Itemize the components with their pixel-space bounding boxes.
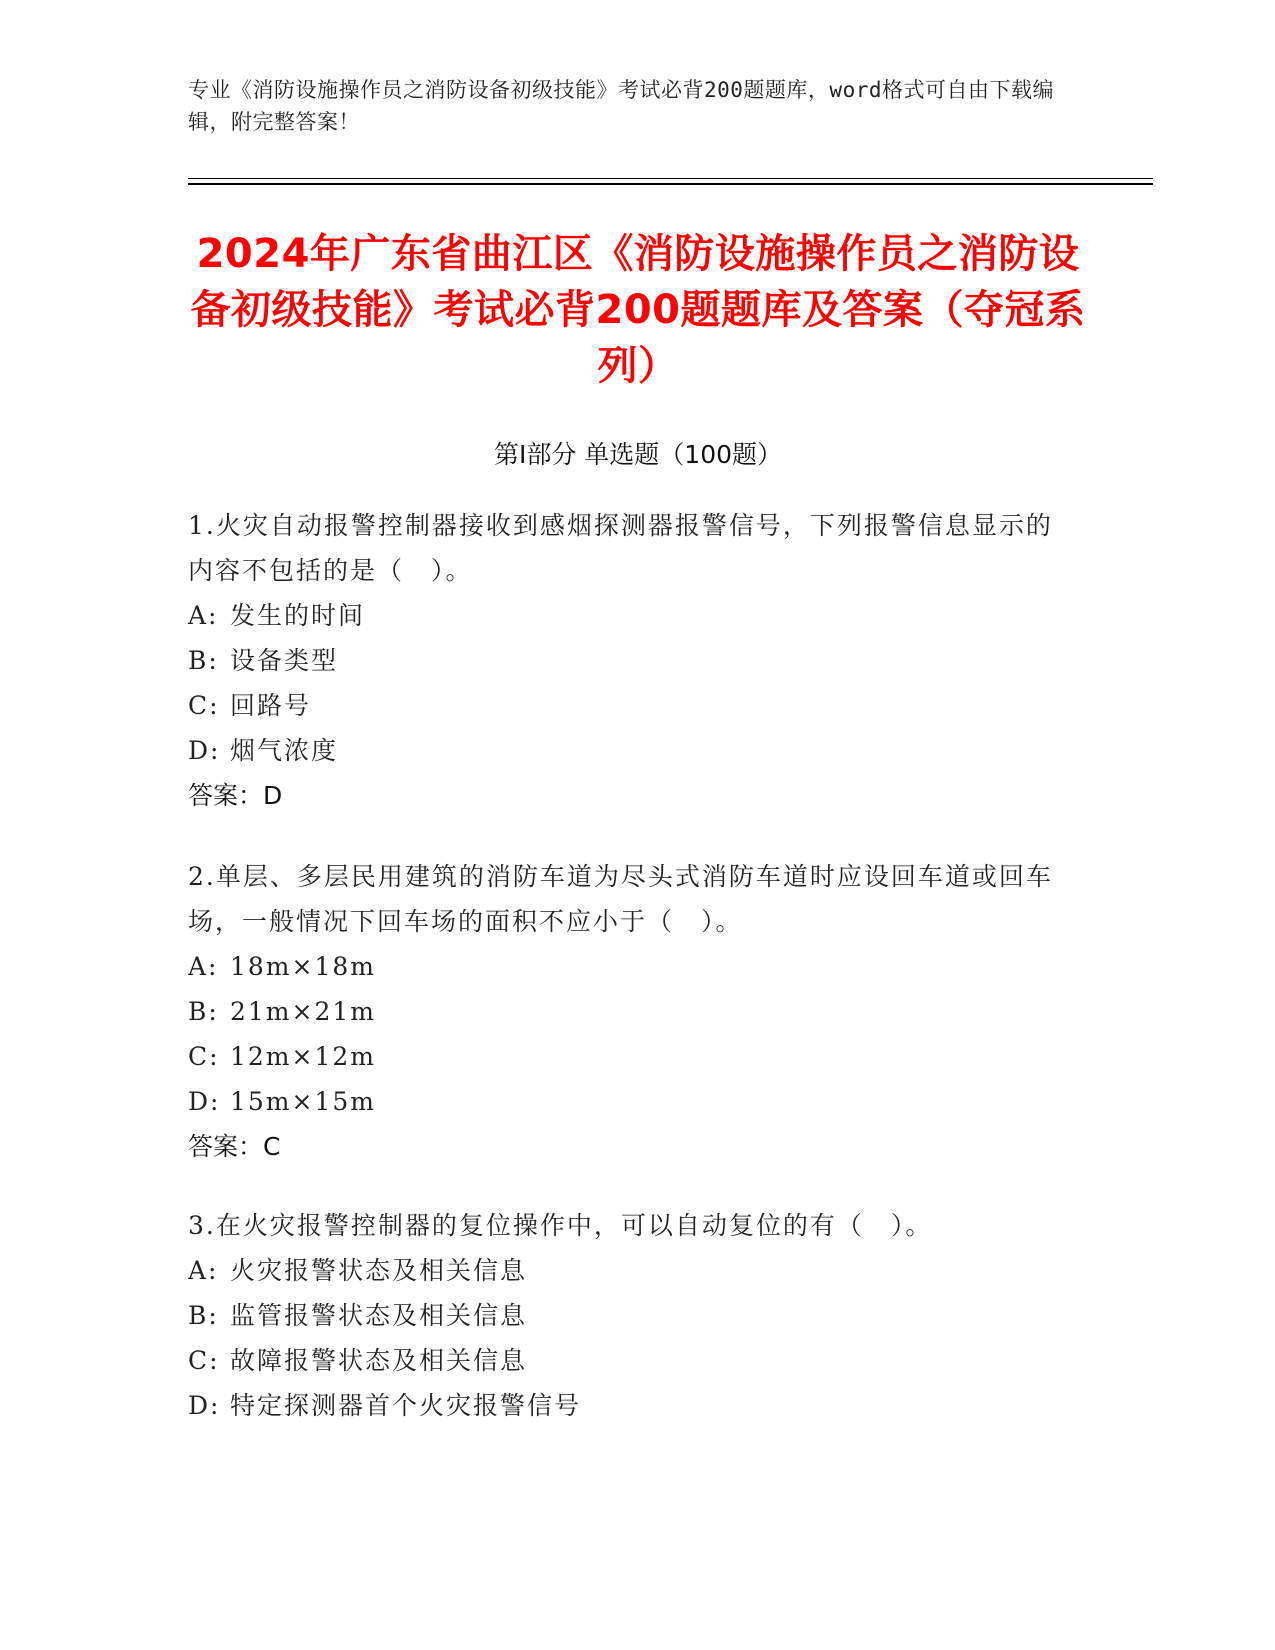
- option-text: 烟气浓度: [230, 736, 339, 765]
- option-d: [188, 1079, 1078, 1124]
- header-note: 专业《消防设施操作员之消防设备初级技能》考试必背200题题库，word格式可自由下载编辑，附完整答案！: [188, 78, 1054, 134]
- option-key: D:: [188, 736, 221, 765]
- option-a: [188, 1248, 1078, 1293]
- option-key: B:: [188, 997, 219, 1026]
- option-c: [188, 683, 1078, 728]
- question-2: [188, 854, 1078, 1170]
- option-key: D:: [188, 1087, 221, 1116]
- option-key: B:: [188, 1301, 219, 1330]
- option-text: 回路号: [230, 691, 312, 720]
- option-key: A:: [188, 601, 219, 630]
- option-a: [188, 944, 1078, 989]
- option-d: [188, 1383, 1078, 1428]
- option-c: [188, 1034, 1078, 1079]
- header-divider-thin: [188, 178, 1153, 179]
- option-key: A:: [188, 1256, 219, 1285]
- option-b: [188, 638, 1078, 683]
- option-text: 发生的时间: [230, 601, 366, 630]
- option-text: 18m×18m: [230, 952, 376, 981]
- option-text: 设备类型: [230, 646, 339, 675]
- option-key: B:: [188, 646, 219, 675]
- option-key: D:: [188, 1391, 221, 1420]
- option-key: C:: [188, 691, 220, 720]
- option-text: 12m×12m: [230, 1042, 376, 1071]
- option-text: 监管报警状态及相关信息: [230, 1301, 528, 1330]
- question-stem: 3.在火灾报警控制器的复位操作中，可以自动复位的有（ ）。: [188, 1211, 933, 1240]
- question-3: [188, 1203, 1078, 1428]
- section-title: 第Ⅰ部分 单选题（100题）: [493, 440, 783, 469]
- option-key: A:: [188, 952, 219, 981]
- option-d: [188, 728, 1078, 773]
- option-text: 火灾报警状态及相关信息: [230, 1256, 528, 1285]
- option-key: C:: [188, 1042, 220, 1071]
- answer-line: 答案：D: [188, 781, 283, 810]
- option-c: [188, 1338, 1078, 1383]
- option-key: C:: [188, 1346, 220, 1375]
- option-text: 特定探测器首个火灾报警信号: [230, 1391, 582, 1420]
- option-b: [188, 989, 1078, 1034]
- question-1: [188, 503, 1078, 819]
- document-title: 2024年广东省曲江区《消防设施操作员之消防设备初级技能》考试必背200题题库及答案（夺冠系列）: [190, 231, 1086, 389]
- question-stem: 1.火灾自动报警控制器接收到感烟探测器报警信号，下列报警信息显示的内容不包括的是（ ）。: [188, 511, 1053, 585]
- option-text: 故障报警状态及相关信息: [230, 1346, 528, 1375]
- header-divider-thick: [188, 183, 1153, 185]
- option-text: 15m×15m: [230, 1087, 376, 1116]
- option-text: 21m×21m: [230, 997, 376, 1026]
- question-stem: 2.单层、多层民用建筑的消防车道为尽头式消防车道时应设回车道或回车场，一般情况下回车场的面积不应小于（ ）。: [188, 862, 1053, 936]
- answer-line: 答案：C: [188, 1132, 281, 1161]
- option-b: [188, 1293, 1078, 1338]
- option-a: [188, 593, 1078, 638]
